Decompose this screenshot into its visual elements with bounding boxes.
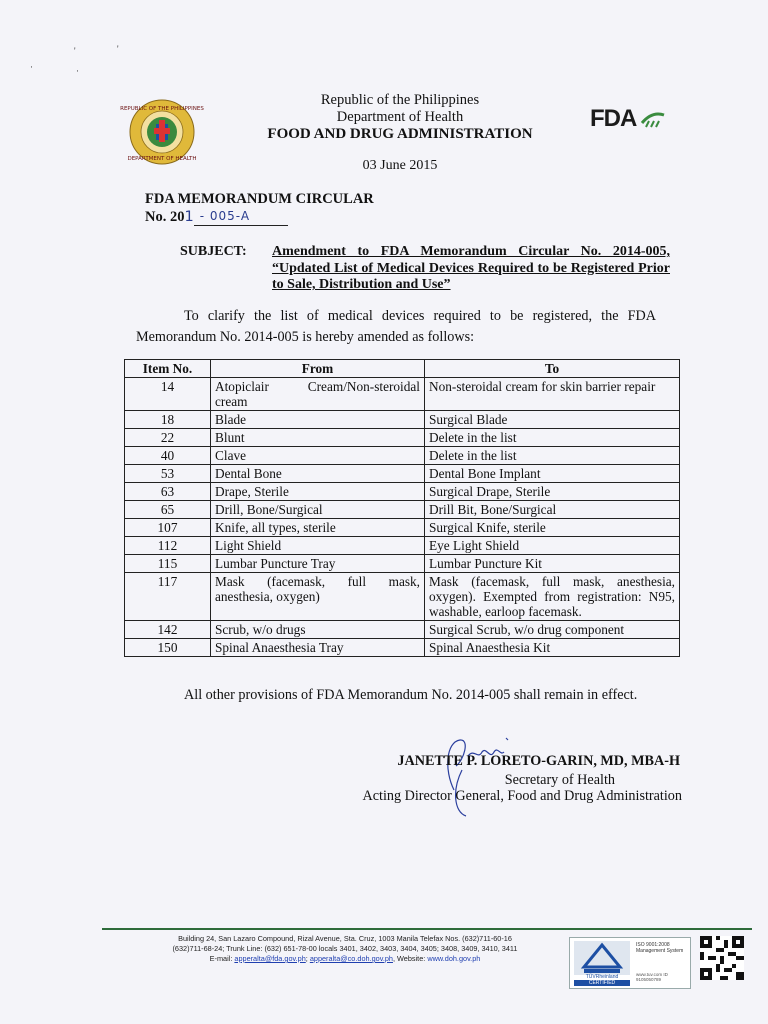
amendment-table (124, 359, 680, 657)
seal-bottom-text: DEPARTMENT OF HEALTH (127, 156, 197, 162)
cell-item-no: 53 (125, 465, 211, 483)
cell-to: Lumbar Puncture Kit (425, 555, 680, 573)
cell-item-no: 107 (125, 519, 211, 537)
doh-seal-icon (120, 98, 204, 166)
cell-item-no: 14 (125, 378, 211, 411)
cell-from: Blade (211, 411, 425, 429)
certified-label: CERTIFIED (574, 980, 630, 986)
memo-header (145, 191, 374, 226)
table-row (125, 429, 680, 447)
cell-to: Dental Bone Implant (425, 465, 680, 483)
footer-email-link-1[interactable]: apperalta@fda.gov.ph (234, 954, 306, 963)
table-row (125, 411, 680, 429)
memo-number-handwritten: - 005-A (194, 208, 288, 226)
scan-mark: · (30, 62, 33, 72)
closing-paragraph: All other provisions of FDA Memorandum No. 2014-005 shall remain in effect. (184, 687, 638, 703)
cell-from: Drill, Bone/Surgical (211, 501, 425, 519)
cell-from: Dental Bone (211, 465, 425, 483)
tuv-triangle-icon (574, 941, 630, 975)
qr-code-icon (700, 936, 744, 980)
seal-top-text: REPUBLIC OF THE PHILIPPINES (120, 106, 204, 112)
cell-item-no: 115 (125, 555, 211, 573)
cell-to: Surgical Knife, sterile (425, 519, 680, 537)
cell-from: Lumbar Puncture Tray (211, 555, 425, 573)
cell-to: Mask (facemask, full mask, anesthesia, oxygen). Exempted from registration: N95, washable, earloop facemask. (425, 573, 680, 621)
footer-address-line2: (632)711-68-24; Trunk Line: (632) 651-78-00 locals 3401, 3402, 3403, 3404, 3405; 3408, 3409, 3410, 3411 (172, 944, 518, 953)
tuv-text: TÜVRheinland (585, 974, 619, 980)
cell-item-no: 18 (125, 411, 211, 429)
table-row (125, 465, 680, 483)
table-row (125, 639, 680, 657)
subject-label: SUBJECT: (180, 244, 247, 259)
table-row (125, 483, 680, 501)
cell-to: Delete in the list (425, 429, 680, 447)
table-row (125, 519, 680, 537)
cell-from: Scrub, w/o drugs (211, 621, 425, 639)
memo-number (145, 208, 374, 226)
footer-email-label: E-mail: (209, 954, 233, 963)
cell-item-no: 22 (125, 429, 211, 447)
table-row (125, 378, 680, 411)
iso-text: ISO 9001:2008 Management System (636, 942, 684, 954)
cell-to: Eye Light Shield (425, 537, 680, 555)
cell-item-no: 63 (125, 483, 211, 501)
subject-text: Amendment to FDA Memorandum Circular No. 2014-005, “Updated List of Medical Devices Required to be Registered Prior to Sale, Distribution and Use” (272, 244, 670, 292)
cell-to: Surgical Blade (425, 411, 680, 429)
cell-item-no: 150 (125, 639, 211, 657)
cell-from: Knife, all types, sterile (211, 519, 425, 537)
cell-from: Blunt (211, 429, 425, 447)
document-date: 03 June 2015 (362, 158, 438, 173)
cell-from: Mask (facemask, full mask, anesthesia, oxygen) (211, 573, 425, 621)
scan-mark: ' (117, 44, 119, 54)
fda-logo-text: FDA (590, 105, 637, 132)
scan-mark: ' (74, 46, 76, 56)
certification-badge (569, 937, 691, 989)
signatory-title-1: Secretary of Health (504, 772, 615, 788)
cell-to: Drill Bit, Bone/Surgical (425, 501, 680, 519)
table-row (125, 447, 680, 465)
cell-item-no: 40 (125, 447, 211, 465)
letterhead-department: Department of Health (336, 109, 464, 125)
header-to: To (425, 360, 680, 378)
cell-from: Atopiclair Cream/Non-steroidal cream (211, 378, 425, 411)
memo-number-prefix: No. 20 (145, 209, 185, 225)
footer-website-label: Website: (397, 954, 426, 963)
tuv-id-text: www.tuv.com ID 9105050789 (636, 972, 668, 982)
cell-item-no: 117 (125, 573, 211, 621)
fda-swoosh-icon (640, 109, 666, 129)
cell-from: Spinal Anaesthesia Tray (211, 639, 425, 657)
cell-item-no: 112 (125, 537, 211, 555)
letterhead-agency: FOOD AND DRUG ADMINISTRATION (267, 126, 533, 142)
signatory-title-2: Acting Director General, Food and Drug Administration (362, 788, 682, 804)
intro-paragraph: To clarify the list of medical devices required to be registered, the FDA Memorandum No. 2014-005 is hereby amended as follows: (136, 308, 656, 345)
cell-to: Surgical Scrub, w/o drug component (425, 621, 680, 639)
cell-from: Drape, Sterile (211, 483, 425, 501)
footer-contact-line: E-mail: apperalta@fda.gov.ph; apperalta@co.doh.gov.ph, Website: www.doh.gov.ph (209, 954, 481, 963)
memo-title: FDA MEMORANDUM CIRCULAR (145, 191, 374, 207)
cell-item-no: 65 (125, 501, 211, 519)
cell-from: Light Shield (211, 537, 425, 555)
fda-logo (590, 105, 666, 133)
cell-to: Spinal Anaesthesia Kit (425, 639, 680, 657)
footer-email-link-2[interactable]: apperalta@co.doh.gov.ph (309, 954, 393, 963)
footer-address (140, 934, 550, 964)
table-header-row (125, 360, 680, 378)
table-row (125, 501, 680, 519)
header-item-no: Item No. (125, 360, 211, 378)
footer-address-line1: Building 24, San Lazaro Compound, Rizal Avenue, Sta. Cruz, 1003 Manila Telefax Nos. (632)711-60-16 (178, 934, 512, 943)
footer-website-link[interactable]: www.doh.gov.ph (427, 954, 481, 963)
cell-to: Surgical Drape, Sterile (425, 483, 680, 501)
header-from: From (211, 360, 425, 378)
table-row (125, 621, 680, 639)
scan-mark: · (76, 66, 79, 76)
memo-number-hw1: 1 (184, 209, 194, 225)
table-row (125, 573, 680, 621)
signatory-name: JANETTE P. LORETO-GARIN, MD, MBA-H (397, 753, 680, 769)
cell-to: Non-steroidal cream for skin barrier repair (425, 378, 680, 411)
letterhead-country: Republic of the Philippines (320, 92, 480, 108)
cell-from: Clave (211, 447, 425, 465)
table-row (125, 555, 680, 573)
footer-rule (102, 928, 752, 930)
cell-to: Delete in the list (425, 447, 680, 465)
table-row (125, 537, 680, 555)
cell-item-no: 142 (125, 621, 211, 639)
letterhead (200, 92, 600, 143)
